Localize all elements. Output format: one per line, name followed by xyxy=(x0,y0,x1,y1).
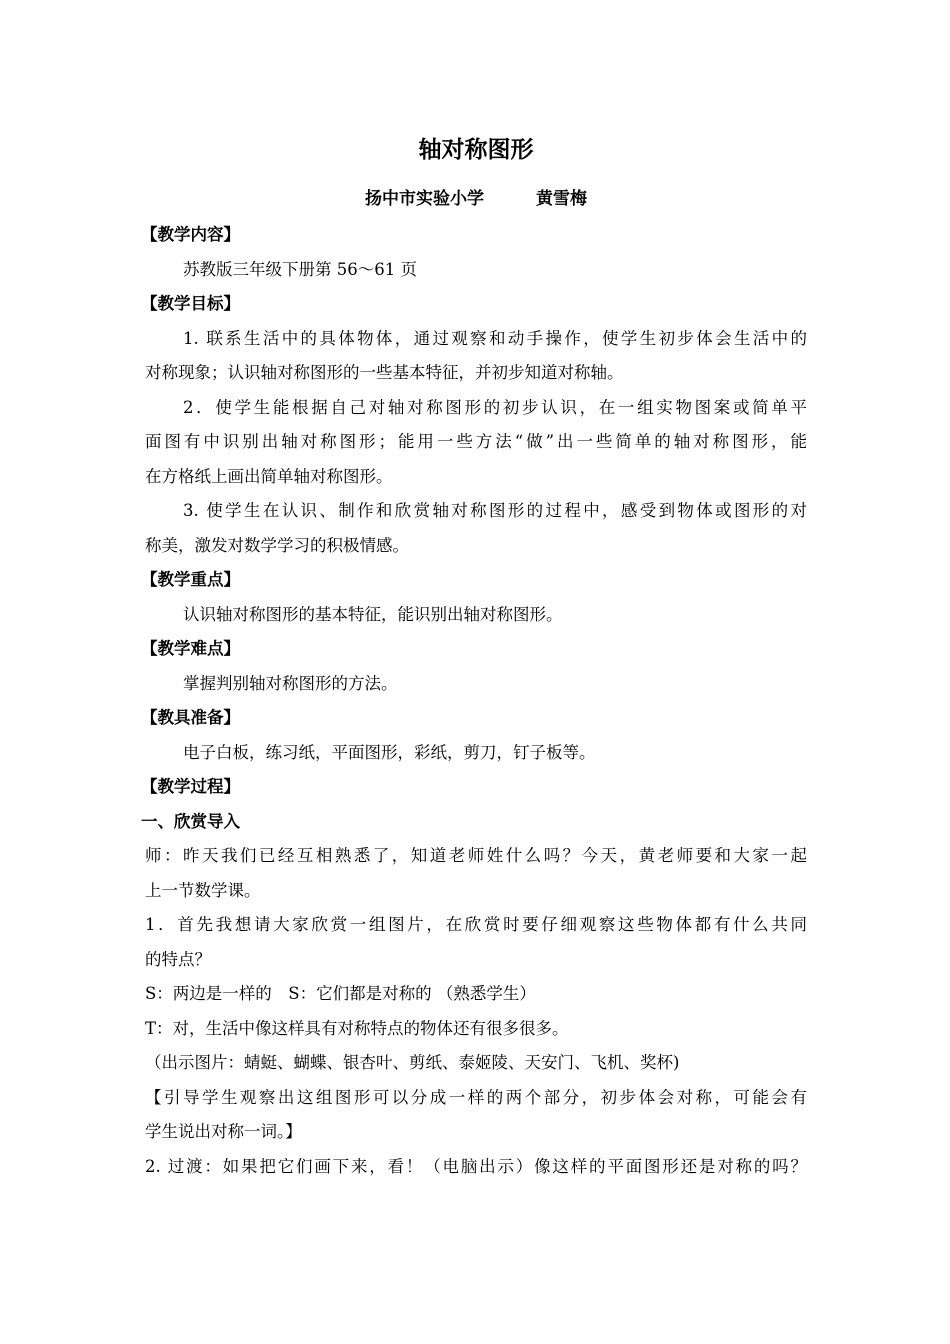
body-text-line: 在方格纸上画出简单轴对称图形。 xyxy=(145,466,393,486)
body-text-line: 2．使学生能根据自己对轴对称图形的初步认识，在一组实物图案或简单平 xyxy=(183,397,807,417)
body-text-line: 1．首先我想请大家欣赏一组图片，在欣赏时要仔细观察这些物体都有什么共同 xyxy=(145,915,807,934)
section-heading: 【教学内容】 xyxy=(141,225,240,244)
section-heading: 【教学难点】 xyxy=(141,639,240,658)
section-heading: 一、欣赏导入 xyxy=(141,811,240,831)
author-line xyxy=(145,182,807,216)
body-text-line: 1. 联系生活中的具体物体，通过观察和动手操作，使学生初步体会生活中的 xyxy=(183,328,807,348)
body-text-line: 称美，激发对数学学习的积极情感。 xyxy=(145,535,409,555)
body-text-line: 认识轴对称图形的基本特征，能识别出轴对称图形。 xyxy=(183,604,563,624)
body-text-line: T：对，生活中像这样具有对称特点的物体还有很多很多。 xyxy=(145,1018,569,1038)
document-body xyxy=(141,218,807,1184)
body-text-line: （出示图片：蜻蜓、蝴蝶、银杏叶、剪纸、泰姬陵、天安门、飞机、奖杯) xyxy=(145,1053,680,1072)
author-name: 黄雪梅 xyxy=(536,189,587,209)
section-heading: 【教学过程】 xyxy=(141,777,240,796)
body-text-line: 上一节数学课。 xyxy=(145,880,261,900)
body-text-line: 学生说出对称一词。】 xyxy=(145,1122,302,1141)
body-text-line: 的特点？ xyxy=(145,949,211,969)
body-text-line: 电子白板，练习纸，平面图形，彩纸，剪刀，钉子板等。 xyxy=(183,742,596,762)
section-heading: 【教具准备】 xyxy=(141,708,240,727)
body-text-line: 掌握判别轴对称图形的方法。 xyxy=(183,673,398,693)
body-text-line: 2. 过渡：如果把它们画下来，看！（电脑出示）像这样的平面图形还是对称的吗？ xyxy=(145,1156,807,1176)
body-text-line: S：两边是一样的 S：它们都是对称的 （熟悉学生） xyxy=(145,984,536,1003)
body-text-line: 3. 使学生在认识、制作和欣赏轴对称图形的过程中，感受到物体或图形的对 xyxy=(183,501,807,520)
document-title: 轴对称图形 xyxy=(418,137,534,163)
body-text-line: 【引导学生观察出这组图形可以分成一样的两个部分，初步体会对称，可能会有 xyxy=(145,1087,807,1107)
body-text-line: 对称现象；认识轴对称图形的一些基本特征，并初步知道对称轴。 xyxy=(145,363,624,382)
school-name: 扬中市实验小学 xyxy=(365,189,484,209)
section-heading: 【教学重点】 xyxy=(141,570,240,589)
section-heading: 【教学目标】 xyxy=(141,294,240,313)
body-text-line: 苏教版三年级下册第 56～61 页 xyxy=(183,259,417,279)
body-text-line: 面图有中识别出轴对称图形；能用一些方法“做”出一些简单的轴对称图形，能 xyxy=(145,432,807,451)
body-text-line: 师：昨天我们已经互相熟悉了，知道老师姓什么吗？今天，黄老师要和大家一起 xyxy=(145,846,807,865)
